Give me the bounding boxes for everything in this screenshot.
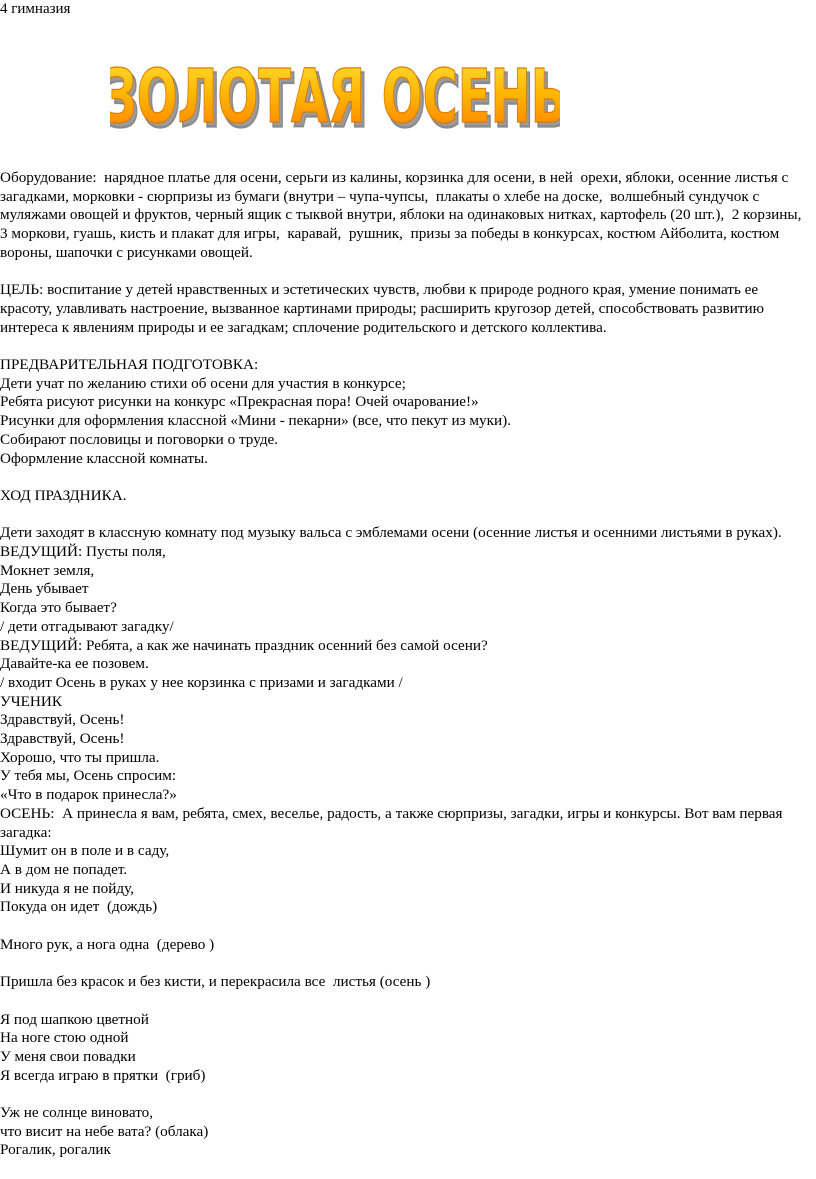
text-paragraph: «Что в подарок принесла?» <box>0 786 177 804</box>
text-paragraph: ЦЕЛЬ: воспитание у детей нравственных и эстетических чувств, любви к природе родного края, умение понимать ее красоту, улавливать настроение, вызванное картинами природы; расширить кругозор детей, способствовать развитию интереса к явлениям природы и ее загадкам; сплочение родительского и детского коллектива. <box>0 281 768 336</box>
text-paragraph: Хорошо, что ты пришла. <box>0 748 160 766</box>
school-header: 4 гимназия <box>0 1 71 17</box>
text-paragraph: Много рук, а нога одна (дерево ) <box>0 935 215 953</box>
text-paragraph: Давайте-ка ее позовем. <box>0 655 149 673</box>
blank-line <box>0 954 812 973</box>
blank-line <box>0 468 812 487</box>
text-paragraph: У меня свои повадки <box>0 1047 136 1065</box>
title-text-shadow: ОЛОТАЯ ОСЕН <box>139 57 534 142</box>
text-paragraph: Когда это бывает? <box>0 599 117 617</box>
text-paragraph: Здравствуй, Осень! <box>0 711 125 729</box>
text-paragraph: На ноге стою одной <box>0 1029 129 1047</box>
text-paragraph: Собирают пословицы и поговорки о труде. <box>0 430 279 448</box>
text-paragraph: Ребята рисуют рисунки на конкурс «Прекрасная пора! Очей очарование!» <box>0 393 479 411</box>
text-paragraph: Рогалик, рогалик <box>0 1141 111 1159</box>
text-paragraph: Уж не солнце виновато, <box>0 1104 154 1122</box>
blank-line <box>0 992 812 1011</box>
text-paragraph: Пришла без красок и без кисти, и перекрасила все листья (осень ) <box>0 973 431 991</box>
text-paragraph: А в дом не попадет. <box>0 860 128 878</box>
title-text: ОЛОТАЯ ОСЕН <box>136 53 531 140</box>
text-paragraph: Я всегда играю в прятки (гриб) <box>0 1066 206 1084</box>
text-paragraph: / входит Осень в руках у нее корзинка с призами и загадками / <box>0 673 403 691</box>
text-paragraph: ОСЕНЬ: А принесла я вам, ребята, смех, веселье, радость, а также сюрпризы, загадки, игры и конкурсы. Вот вам первая загадка: <box>0 804 787 841</box>
blank-line <box>0 263 812 282</box>
text-paragraph: День убывает <box>0 580 89 598</box>
text-paragraph: УЧЕНИК <box>0 692 62 710</box>
text-paragraph: Дети учат по желанию стихи об осени для участия в конкурсе; <box>0 374 406 392</box>
text-paragraph: Покуда он идет (дождь) <box>0 898 158 916</box>
text-paragraph: Рисунки для оформления классной «Мини - пекарни» (все, что пекут из муки). <box>0 412 511 430</box>
text-paragraph: Шумит он в поле и в саду, <box>0 842 170 860</box>
text-paragraph: Здравствуй, Осень! <box>0 730 125 748</box>
text-paragraph: что висит на небе вата? (облака) <box>0 1122 209 1140</box>
text-paragraph: Дети заходят в классную комнату под музыку вальса с эмблемами осени (осенние листья и осенними листьями в руках). <box>0 524 782 542</box>
text-paragraph: Мокнет земля, <box>0 561 95 579</box>
title-wordart <box>110 42 560 142</box>
text-paragraph: И никуда я не пойду, <box>0 879 134 897</box>
text-paragraph: Оформление классной комнаты. <box>0 449 208 467</box>
blank-line <box>0 917 812 936</box>
text-paragraph: ХОД ПРАЗДНИКА. <box>0 486 127 504</box>
title-wordart-svg <box>110 42 560 142</box>
text-paragraph: ВЕДУЩИЙ: Ребята, а как же начинать праздник осенний без самой осени? <box>0 636 488 654</box>
blank-line <box>0 506 812 525</box>
text-paragraph: У тебя мы, Осень спросим: <box>0 767 177 785</box>
blank-line <box>0 337 812 356</box>
text-paragraph: Я под шапкою цветной <box>0 1010 149 1028</box>
text-paragraph: ВЕДУЩИЙ: Пусты поля, <box>0 543 166 560</box>
text-paragraph: ПРЕДВАРИТЕЛЬНАЯ ПОДГОТОВКА: <box>0 356 259 373</box>
blank-line <box>0 1085 812 1104</box>
document-body <box>0 169 812 1160</box>
text-paragraph: / дети отгадывают загадку/ <box>0 617 174 635</box>
text-paragraph: Оборудование: нарядное платье для осени, серьги из калины, корзинка для осени, в ней орехи, яблоки, осенние листья с загадками, морковки - сюрпризы из бумаги (внутри – чупа-чупсы, плакаты о хлебе на доске, волшебный сундучок с муляжами овощей и фруктов, черный ящик с тыквой внутри, яблоки на одинаковых нитках, картофель (20 шт.), 2 корзины, 3 моркови, гуашь, кисть и плакат для игры, каравай, рушник, призы за победы в конкурсах, костюм Айболита, костюм вороны, шапочки с рисунками овощей. <box>0 169 809 261</box>
